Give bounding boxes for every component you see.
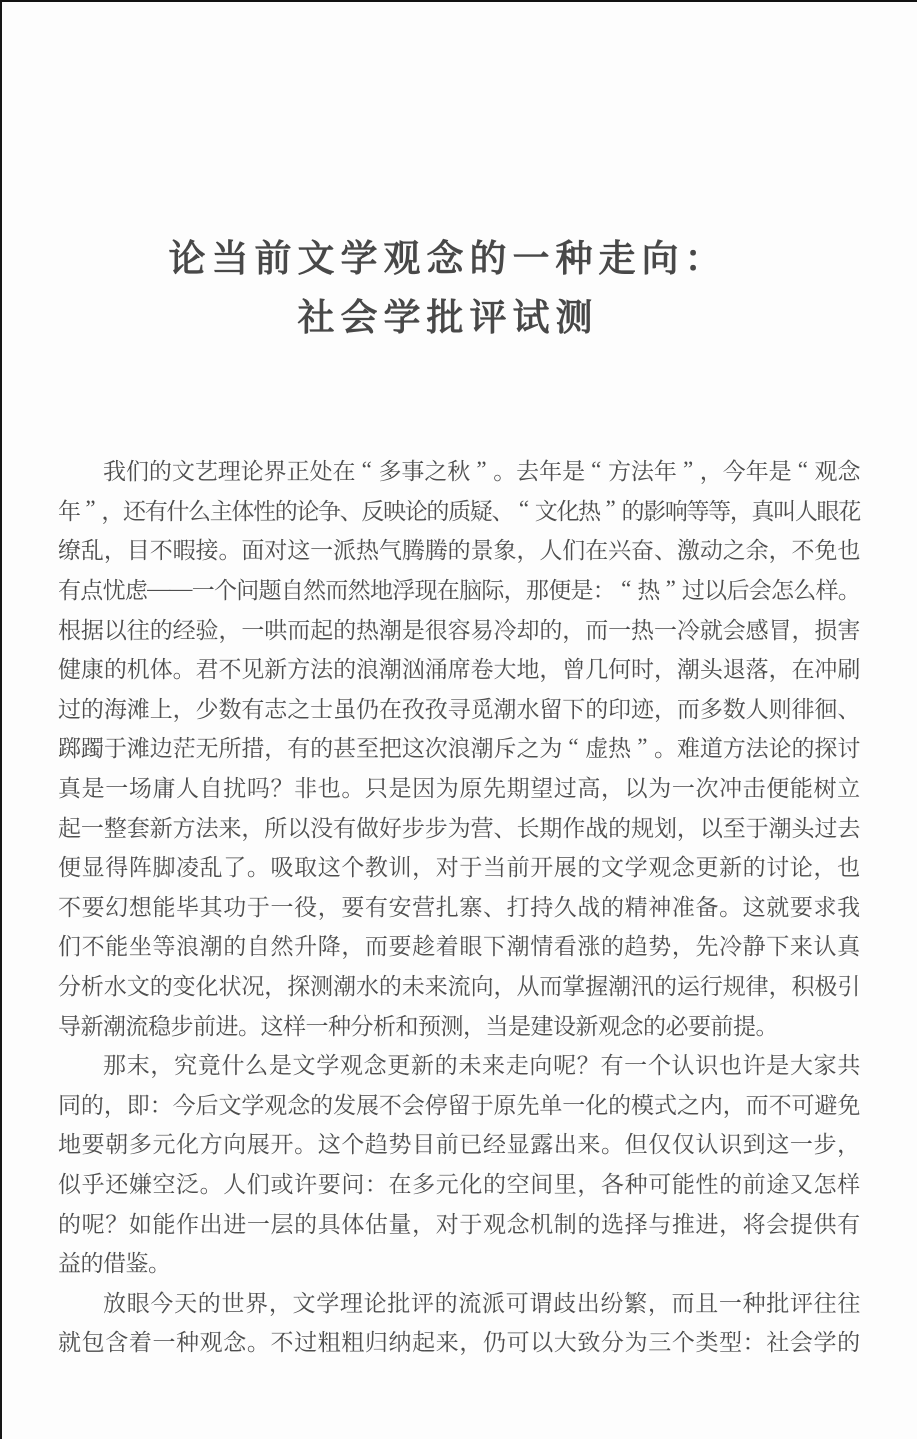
text-line: 真 是 一 场 庸 人 自 扰 吗 ？ 非 也 。 只 是 因 为 原 先 期 望 过 高 ， 以 为 一 次 冲 击 便 能 树 立 bbox=[58, 776, 861, 802]
text-line: 起 一 整 套 新 方 法 来 ， 所 以 没 有 做 好 步 步 为 营 、 长 期 作 战 的 规 划 ， 以 至 于 潮 头 过 去 bbox=[58, 815, 861, 841]
text-line: 踯 躅 于 滩 边 茫 无 所 措 ， 有 的 甚 至 把 这 次 浪 潮 斥 之 为 “ 虚 热 ” 。 难 道 方 法 论 的 探 讨 bbox=[58, 733, 861, 762]
text-line: 年 ” ， 还 有 什 么 主 体 性 的 论 争 、 反 映 论 的 质 疑 、 “ 文 化 热 ” 的 影 响 等 等 ， 真 叫 人 眼 花 bbox=[58, 496, 862, 524]
text-line: 地 要 朝 多 元 化 方 向 展 开 。 这 个 趋 势 目 前 已 经 显 露 出 来 。 但 仅 仅 认 识 到 这 一 步 ， bbox=[58, 1132, 861, 1158]
text-line: 便 显 得 阵 脚 凌 乱 了 。 吸 取 这 个 教 训 ， 对 于 当 前 开 展 的 文 学 观 念 更 新 的 讨 论 ， 也 bbox=[58, 855, 861, 881]
scan-edge-top bbox=[0, 0, 917, 2]
text-line: 放 眼 今 天 的 世 界 ， 文 学 理 论 批 评 的 流 派 可 谓 歧 出 纷 繁 ， 而 且 一 种 批 评 往 往 bbox=[103, 1290, 861, 1316]
article-body bbox=[58, 450, 860, 1361]
text-line: 们 不 能 坐 等 浪 潮 的 自 然 升 降 ， 而 要 趁 着 眼 下 潮 情 看 涨 的 趋 势 ， 先 冷 静 下 来 认 真 bbox=[58, 934, 861, 960]
article-title bbox=[48, 230, 848, 348]
text-line: 那 末 ， 究 竟 什 么 是 文 学 观 念 更 新 的 未 来 走 向 呢 ？ 有 一 个 认 识 也 许 是 大 家 共 bbox=[103, 1053, 861, 1079]
text-line: 就 包 含 着 一 种 观 念 。 不 过 粗 粗 归 纳 起 来 ， 仍 可 以 大 致 分 为 三 个 类 型 ： 社 会 学 的 bbox=[58, 1330, 861, 1356]
text-line: 缭 乱 ， 目 不 暇 接 。 面 对 这 一 派 热 气 腾 腾 的 景 象 ， 人 们 在 兴 奋 、 激 动 之 余 ， 不 免 也 bbox=[58, 538, 861, 564]
text-line: 似 乎 还 嫌 空 泛 。 人 们 或 许 要 问 ： 在 多 元 化 的 空 间 里 ， 各 种 可 能 性 的 前 途 又 怎 样 bbox=[58, 1171, 861, 1197]
text-line: 同 的 ， 即 ： 今 后 文 学 观 念 的 发 展 不 会 停 留 于 原 先 单 一 化 的 模 式 之 内 ， 而 不 可 避 免 bbox=[58, 1092, 861, 1118]
article-title-line-1: 论当前文学观念的一种走向： bbox=[168, 239, 728, 280]
article-title-line-2: 社会学批评试测 bbox=[297, 298, 599, 339]
text-line: 益 的 借 鉴 。 bbox=[58, 1251, 171, 1277]
text-line: 有 点 忧 虑 — — 一 个 问 题 自 然 而 然 地 浮 现 在 脑 际 ， 那 便 是 ： “ 热 ” 过 以 后 会 怎 么 样 。 bbox=[58, 575, 861, 604]
text-line: 过 的 海 滩 上 ， 少 数 有 志 之 士 虽 仍 在 孜 孜 寻 觅 潮 水 留 下 的 印 迹 ， 而 多 数 人 则 徘 徊 、 bbox=[58, 696, 861, 722]
text-line: 不 要 幻 想 能 毕 其 功 于 一 役 ， 要 有 安 营 扎 寨 、 打 持 久 战 的 精 神 准 备 。 这 就 要 求 我 bbox=[58, 894, 861, 920]
scan-edge-left bbox=[0, 0, 2, 1439]
text-line: 分 析 水 文 的 变 化 状 况 ， 探 测 潮 水 的 未 来 流 向 ， 从 而 掌 握 潮 汛 的 运 行 规 律 ， 积 极 引 bbox=[58, 974, 861, 1000]
text-line: 的 呢 ？ 如 能 作 出 进 一 层 的 具 体 估 量 ， 对 于 观 念 机 制 的 选 择 与 推 进 ， 将 会 提 供 有 bbox=[58, 1211, 861, 1237]
text-line: 健 康 的 机 体 。 君 不 见 新 方 法 的 浪 潮 汹 涌 席 卷 大 地 ， 曾 几 何 时 ， 潮 头 退 落 ， 在 冲 刷 bbox=[58, 657, 861, 683]
text-line: 我 们 的 文 艺 理 论 界 正 处 在 “ 多 事 之 秋 ” 。 去 年 是 “ 方 法 年 ” ， 今 年 是 “ 观 念 bbox=[103, 456, 861, 485]
text-line: 导 新 潮 流 稳 步 前 进 。 这 样 一 种 分 析 和 预 测 ， 当 是 建 设 新 观 念 的 必 要 前 提 。 bbox=[58, 1013, 779, 1039]
text-line: 根 据 以 往 的 经 验 ， 一 哄 而 起 的 热 潮 是 很 容 易 冷 却 的 ， 而 一 热 一 冷 就 会 感 冒 ， 损 害 bbox=[58, 617, 861, 643]
